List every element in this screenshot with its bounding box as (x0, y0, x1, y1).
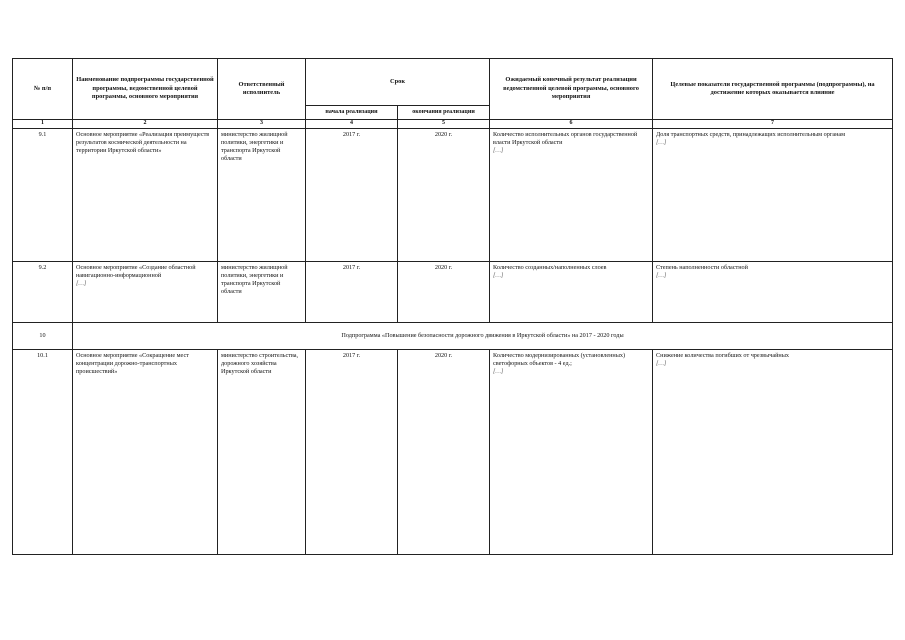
header-term: Срок (306, 59, 490, 106)
table-row (13, 128, 893, 261)
row-end: 2020 г. (398, 261, 490, 322)
row-end: 2020 г. (398, 349, 490, 554)
row-executor: министерство строительства, дорожного хозяйства Иркутской области (218, 349, 306, 554)
row-name: Основное мероприятие «Сокращение мест концентрации дорожно-транспортных происшествий» (73, 349, 218, 554)
column-number-row (13, 120, 893, 129)
name-text: Основное мероприятие «Создание областной навигационно-информационной (76, 263, 196, 280)
result-text: Количество созданных/наполненных слоев (493, 263, 607, 271)
result-text: Количество исполнительных органов государственной власти Иркутской области (493, 130, 638, 147)
row-result (490, 128, 653, 261)
row-name: Основное мероприятие «Реализация преимуществ результатов космической деятельности на территории Иркутской области» (73, 128, 218, 261)
row-indicator (653, 261, 893, 322)
subprogram-row (13, 322, 893, 349)
row-number: 9.1 (13, 128, 73, 261)
omission-mark: […] (493, 147, 504, 155)
row-start: 2017 г. (306, 261, 398, 322)
column-number: 1 (13, 120, 73, 129)
column-number: 6 (490, 120, 653, 129)
result-text: Количество модернизированных (установленных) светофорных объектов - 4 ед.; (493, 351, 626, 368)
row-executor: министерство жилищной политики, энергетики и транспорта Иркутской области (218, 261, 306, 322)
column-number: 5 (398, 120, 490, 129)
row-number: 10.1 (13, 349, 73, 554)
header-end: окончания реализации (398, 106, 490, 120)
table-row (13, 261, 893, 322)
omission-mark: […] (656, 139, 667, 147)
row-indicator (653, 349, 893, 554)
row-number: 9.2 (13, 261, 73, 322)
column-number: 7 (653, 120, 893, 129)
indicator-text: Доля транспортных средств, принадлежащих исполнительным органам (656, 130, 846, 138)
omission-mark: […] (656, 360, 667, 368)
omission-mark: […] (493, 368, 504, 376)
header-result: Ожидаемый конечный результат реализации ведомственной целевой программы, основного мероприятия (490, 59, 653, 120)
row-result (490, 261, 653, 322)
row-result (490, 349, 653, 554)
header-indicators: Целевые показатели государственной программы (подпрограммы), на достижение которых оказывается влияние (653, 59, 893, 120)
column-number: 2 (73, 120, 218, 129)
header-row (13, 59, 893, 106)
row-executor: министерство жилищной политики, энергетики и транспорта Иркутской области (218, 128, 306, 261)
omission-mark: […] (76, 280, 87, 288)
row-start: 2017 г. (306, 349, 398, 554)
subprogram-title: Подпрограмма «Повышение безопасности дорожного движения в Иркутской области» на 2017 - 2020 годы (73, 322, 893, 349)
program-table (12, 58, 893, 555)
row-name (73, 261, 218, 322)
header-start: начала реализации (306, 106, 398, 120)
indicator-text: Степень наполненности областной (656, 263, 748, 271)
column-number: 3 (218, 120, 306, 129)
column-number: 4 (306, 120, 398, 129)
indicator-text: Снижение количества погибших от чрезвычайных (656, 351, 789, 359)
table-row (13, 349, 893, 554)
row-end: 2020 г. (398, 128, 490, 261)
header-number: № п/п (13, 59, 73, 120)
header-executor: Ответственный исполнитель (218, 59, 306, 120)
row-indicator (653, 128, 893, 261)
header-name: Наименование подпрограммы государственной программы, ведомственной целевой программы, основного мероприятия (73, 59, 218, 120)
omission-mark: […] (493, 272, 504, 280)
omission-mark: […] (656, 272, 667, 280)
row-start: 2017 г. (306, 128, 398, 261)
row-number: 10 (13, 322, 73, 349)
